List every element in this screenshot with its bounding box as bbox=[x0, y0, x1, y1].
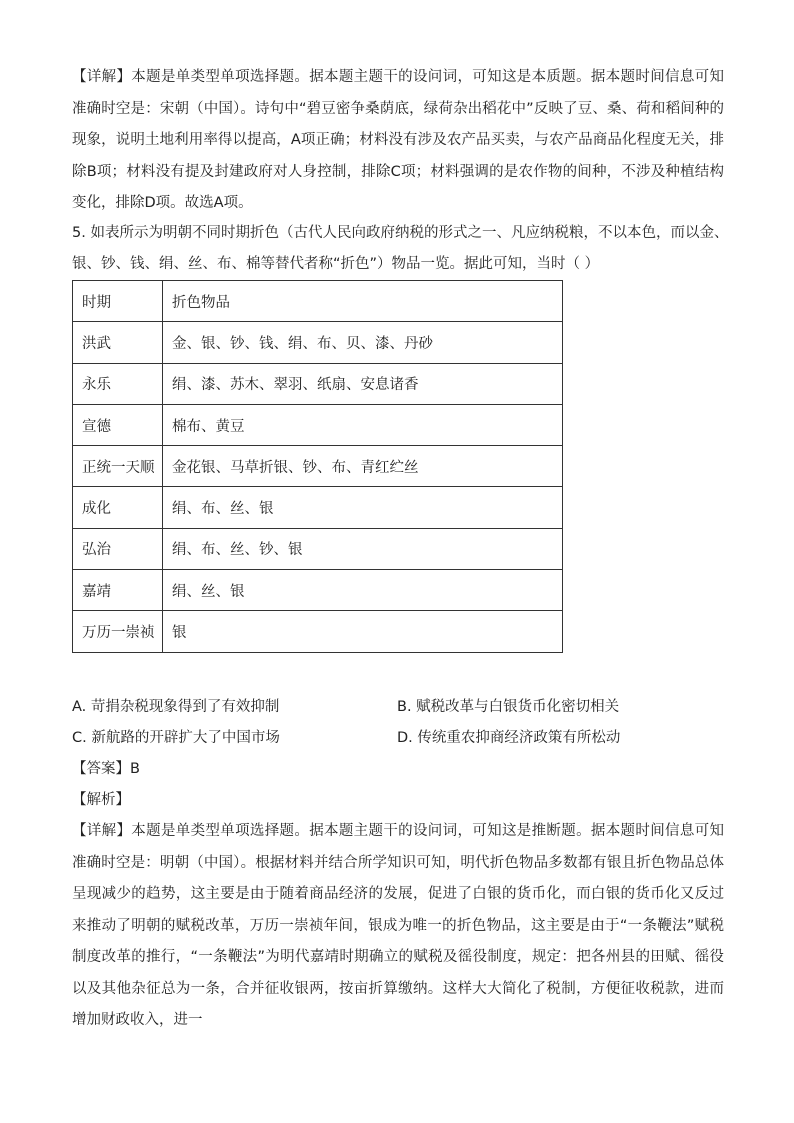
answer-label: 【答案】B bbox=[72, 761, 140, 777]
cell-items: 绢、布、丝、银 bbox=[163, 487, 563, 528]
table-row bbox=[73, 446, 563, 487]
table-row bbox=[73, 611, 563, 652]
cell-items: 绢、布、丝、钞、银 bbox=[163, 528, 563, 569]
table-row bbox=[73, 404, 563, 445]
cell-items: 金、银、钞、钱、绢、布、贝、漆、丹砂 bbox=[163, 322, 563, 363]
table-row bbox=[73, 322, 563, 363]
table-row bbox=[73, 487, 563, 528]
question-5-stem-line-1: 5. 如表所示为明朝不同时期折色（古代人民向政府纳税的形式之一、凡应纳税粮，不以本色，而以金、 bbox=[72, 225, 729, 241]
header-items: 折色物品 bbox=[163, 281, 563, 322]
cell-items: 棉布、黄豆 bbox=[163, 404, 563, 445]
cell-period: 洪武 bbox=[73, 322, 163, 363]
cell-period: 万历一崇祯 bbox=[73, 611, 163, 652]
table-row bbox=[73, 570, 563, 611]
cell-items: 银 bbox=[163, 611, 563, 652]
option-c: C. 新航路的开辟扩大了中国市场 bbox=[72, 730, 280, 746]
cell-items: 绢、漆、苏木、翠羽、纸扇、安息诸香 bbox=[163, 363, 563, 404]
tax-items-table bbox=[72, 280, 563, 653]
option-d: D. 传统重农抑商经济政策有所松动 bbox=[397, 730, 621, 746]
table-row bbox=[73, 363, 563, 404]
question-5-stem-line-2: 银、钞、钱、绢、丝、布、棉等替代者称“折色”）物品一览。据此可知，当时（ ） bbox=[72, 256, 600, 272]
explanation-paragraph-q5: 【详解】本题是单类型单项选择题。据本题主题干的设问词，可知这是推断题。据本题时间信息可知准确时空是：明朝（中国）。根据材料并结合所学知识可知，明代折色物品多数都有银且折色物品总体呈现减少的趋势，这主要是由于随着商品经济的发展，促进了白银的货币化，而白银的货币化又反过来推动了明朝的赋税改革，万历一崇祯年间，银成为唯一的折色物品，这主要是由于“一条鞭法”赋税制度改革的推行，“一条鞭法”为明代嘉靖时期确立的赋税及徭役制度，规定：把各州县的田赋、徭役以及其他杂征总为一条，合并征收银两，按亩折算缴纳。这样大大简化了税制，方便征收税款，进而增加财政收入，进一 bbox=[72, 823, 724, 1028]
explanation-paragraph-q4: 【详解】本题是单类型单项选择题。据本题主题干的设问词，可知这是本质题。据本题时间信息可知准确时空是：宋朝（中国）。诗句中“碧豆密争桑荫底，绿荷杂出稻花中”反映了豆、桑、荷和稻间种的现象，说明土地利用率得以提高，A项正确；材料没有涉及农产品买卖，与农产品商品化程度无关，排除B项；材料没有提及封建政府对人身控制，排除C项；材料强调的是农作物的间种，不涉及种植结构变化，排除D项。故选A项。 bbox=[72, 69, 724, 211]
cell-period: 成化 bbox=[73, 487, 163, 528]
cell-period: 正统一天顺 bbox=[73, 446, 163, 487]
option-b: B. 赋税改革与白银货币化密切相关 bbox=[397, 699, 620, 715]
table-header-row bbox=[73, 281, 563, 322]
table-row bbox=[73, 528, 563, 569]
cell-items: 绢、丝、银 bbox=[163, 570, 563, 611]
cell-period: 永乐 bbox=[73, 363, 163, 404]
cell-period: 宣德 bbox=[73, 404, 163, 445]
header-period: 时期 bbox=[73, 281, 163, 322]
cell-items: 金花银、马草折银、钞、布、青红纻丝 bbox=[163, 446, 563, 487]
option-a: A. 苛捐杂税现象得到了有效抑制 bbox=[72, 699, 280, 715]
cell-period: 嘉靖 bbox=[73, 570, 163, 611]
analysis-label: 【解析】 bbox=[72, 792, 130, 808]
cell-period: 弘治 bbox=[73, 528, 163, 569]
